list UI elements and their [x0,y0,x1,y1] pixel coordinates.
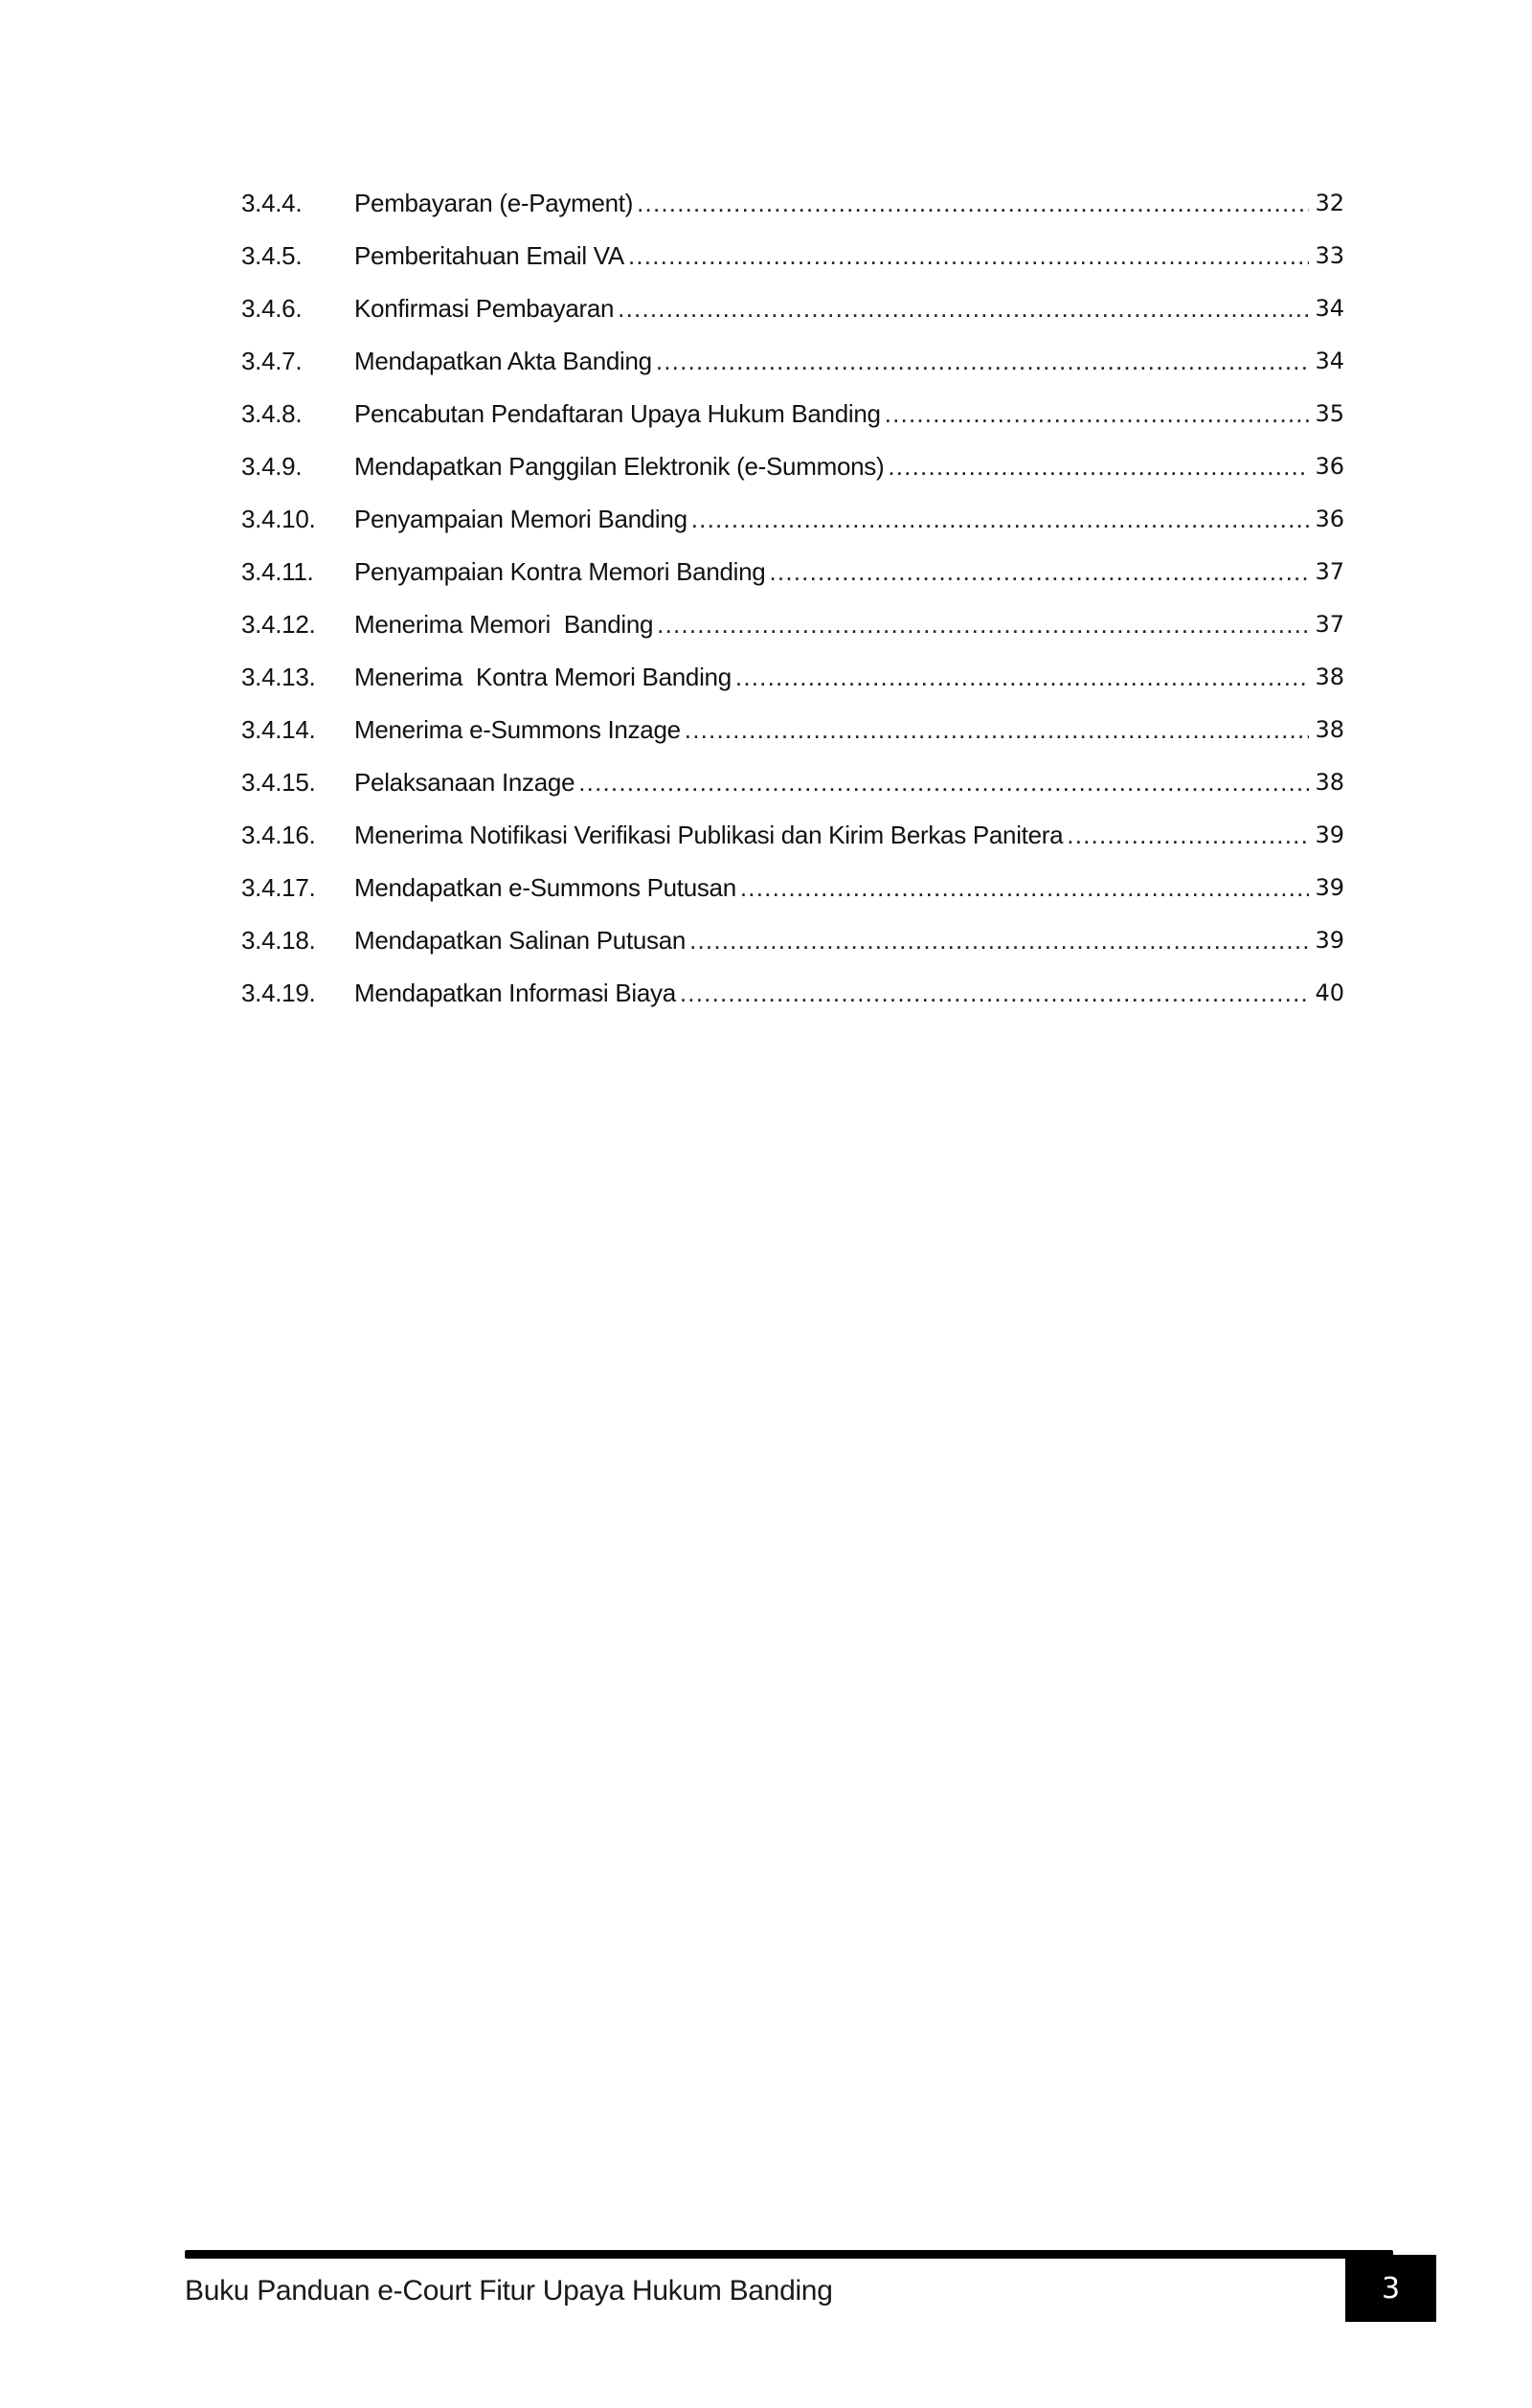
toc-entry-3-4-11[interactable] [241,552,1344,591]
toc-entry-number: 3.4.16. [241,820,316,849]
toc-entry-3-4-15[interactable] [241,763,1344,801]
toc-entry-number: 3.4.14. [241,714,316,744]
toc-entry-number: 3.4.5. [241,240,303,270]
toc-entry-3-4-10[interactable] [241,500,1344,538]
toc-entry-3-4-13[interactable] [241,658,1344,696]
toc-entry-number: 3.4.18. [241,925,316,955]
toc-entry-3-4-6[interactable] [241,289,1344,327]
toc-entry-page: 39 [1315,927,1344,954]
toc-dot-leader [685,715,1310,745]
toc-entry-3-4-7[interactable] [241,342,1344,380]
toc-entry-title: Pelaksanaan Inzage [354,767,575,797]
toc-entry-number: 3.4.17. [241,872,316,902]
toc-entry-3-4-14[interactable] [241,710,1344,749]
toc-entry-3-4-5[interactable] [241,236,1344,275]
page-number-badge: 3 [1345,2255,1436,2322]
toc-entry-number: 3.4.13. [241,662,316,691]
toc-dot-leader [656,347,1310,376]
toc-dot-leader [628,241,1310,271]
toc-dot-leader [885,399,1310,429]
toc-entry-title: Pemberitahuan Email VA [354,240,624,270]
toc-dot-leader [618,294,1309,324]
toc-entry-page: 39 [1315,821,1344,848]
toc-entry-page: 34 [1315,348,1344,374]
toc-dot-leader [691,505,1310,534]
toc-dot-leader [888,452,1309,482]
toc-dot-leader [680,979,1310,1008]
toc-dot-leader [1067,821,1309,850]
toc-entry-number: 3.4.15. [241,767,316,797]
toc-entry-3-4-12[interactable] [241,605,1344,643]
toc-entry-title: Mendapatkan e-Summons Putusan [354,872,736,902]
toc-entry-page: 36 [1315,506,1344,532]
toc-dot-leader [740,873,1310,903]
toc-entry-page: 32 [1315,190,1344,216]
toc-entry-title: Menerima e-Summons Inzage [354,714,681,744]
toc-entry-page: 37 [1315,558,1344,585]
toc-entry-number: 3.4.9. [241,451,303,481]
toc-entry-number: 3.4.19. [241,978,316,1007]
toc-entry-page: 38 [1315,769,1344,796]
toc-entry-title: Mendapatkan Panggilan Elektronik (e-Summons) [354,451,885,481]
toc-entry-title: Menerima Memori Banding [354,609,654,639]
toc-dot-leader [769,557,1309,587]
toc-entry-title: Penyampaian Kontra Memori Banding [354,556,766,586]
footer-document-title: Buku Panduan e-Court Fitur Upaya Hukum Banding [185,2275,833,2307]
toc-entry-page: 33 [1315,242,1344,269]
toc-entry-3-4-17[interactable] [241,868,1344,907]
toc-entry-page: 36 [1315,453,1344,480]
toc-entry-page: 34 [1315,295,1344,322]
toc-entry-number: 3.4.4. [241,188,303,217]
toc-entry-3-4-18[interactable] [241,921,1344,959]
toc-entry-title: Pencabutan Pendaftaran Upaya Hukum Banding [354,398,881,428]
toc-entry-title: Mendapatkan Akta Banding [354,346,652,375]
table-of-contents [0,0,1532,1053]
toc-entry-title: Menerima Kontra Memori Banding [354,662,732,691]
toc-entry-number: 3.4.10. [241,504,316,533]
toc-entry-title: Konfirmasi Pembayaran [354,293,615,323]
toc-entry-title: Mendapatkan Informasi Biaya [354,978,676,1007]
toc-dot-leader [578,768,1309,798]
toc-entry-number: 3.4.6. [241,293,303,323]
toc-entry-title: Menerima Notifikasi Verifikasi Publikasi dan Kirim Berkas Panitera [354,820,1064,849]
toc-dot-leader [735,663,1310,692]
toc-dot-leader [657,610,1309,640]
toc-entry-page: 39 [1315,874,1344,901]
toc-entry-page: 38 [1315,716,1344,743]
toc-entry-3-4-4[interactable] [241,184,1344,222]
toc-entry-title: Pembayaran (e-Payment) [354,188,634,217]
toc-entry-title: Penyampaian Memori Banding [354,504,687,533]
toc-entry-number: 3.4.7. [241,346,303,375]
toc-dot-leader [689,926,1309,956]
toc-entry-page: 38 [1315,664,1344,690]
toc-entry-page: 40 [1315,979,1344,1006]
toc-entry-title: Mendapatkan Salinan Putusan [354,925,687,955]
toc-entry-3-4-9[interactable] [241,447,1344,485]
toc-entry-page: 37 [1315,611,1344,638]
toc-entry-number: 3.4.12. [241,609,316,639]
footer-divider [185,2250,1393,2259]
toc-entry-page: 35 [1315,400,1344,427]
toc-entry-number: 3.4.11. [241,556,314,586]
toc-dot-leader [637,189,1309,218]
toc-entry-3-4-19[interactable] [241,974,1344,1012]
toc-entry-3-4-16[interactable] [241,816,1344,854]
toc-entry-number: 3.4.8. [241,398,303,428]
toc-entry-3-4-8[interactable] [241,394,1344,433]
